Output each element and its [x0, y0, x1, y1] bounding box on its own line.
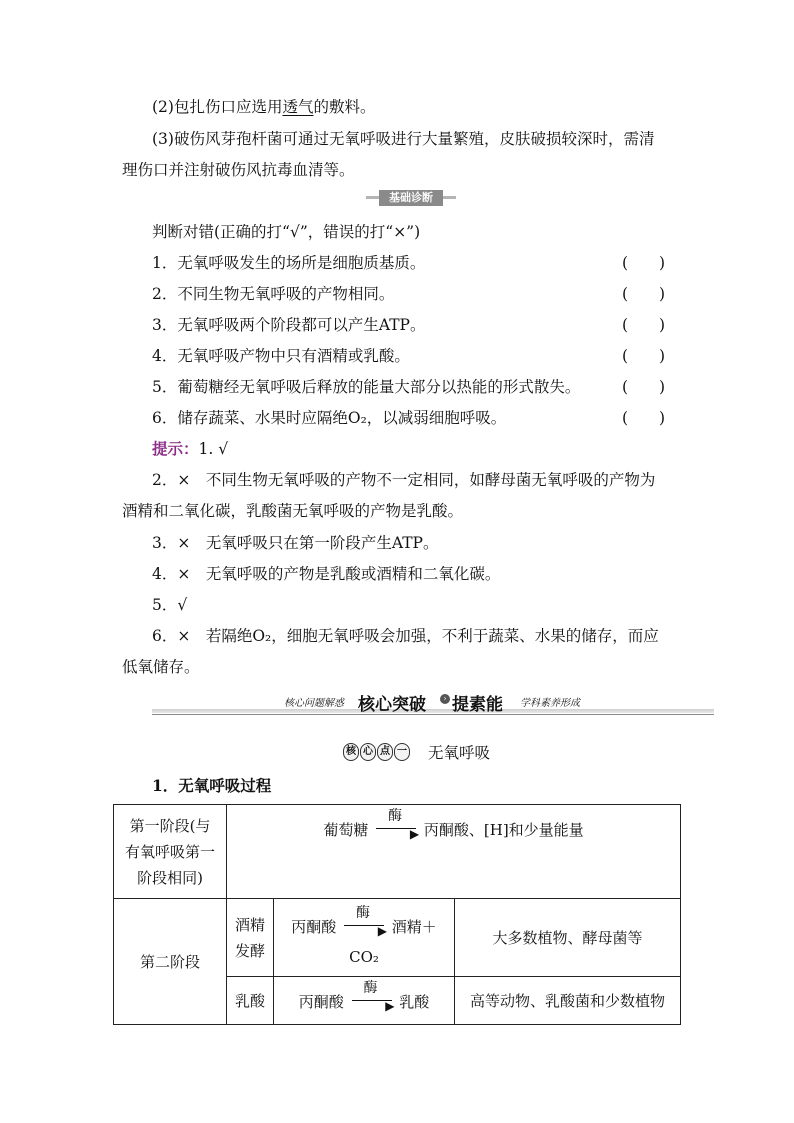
enzyme-label: 酶 — [388, 808, 403, 824]
tip-label: 提示： — [152, 439, 199, 458]
enzyme-label: 酶 — [356, 904, 370, 921]
section-banner-basic — [366, 190, 456, 206]
question-5: 5．葡萄糖经无氧呼吸后释放的能量大部分以热能的形式散失。 — [152, 378, 581, 396]
text-line-3: 理伤口并注射破伤风抗毒血清等。 — [122, 161, 355, 179]
lactic-label: 乳酸 — [227, 977, 274, 1025]
answer-6: 6．× 若隔绝O₂，细胞无氧呼吸会加强，不利于蔬菜、水果的储存，而应 — [152, 627, 659, 645]
alcohol-reaction — [274, 899, 455, 977]
underlined-text: 透气 — [282, 98, 314, 116]
reactant: 丙酮酸 — [298, 992, 344, 1011]
text-line-1 — [152, 97, 376, 117]
lactic-organisms: 高等动物、乳酸菌和少数植物 — [455, 977, 681, 1025]
enzyme-arrow: 酶 ▶ — [352, 987, 392, 1007]
question-3: 3．无氧呼吸两个阶段都可以产生ATP。 — [152, 316, 426, 334]
alcohol-label-line: 酒精 — [234, 915, 265, 934]
chevron-right-icon: › — [440, 694, 450, 704]
badge-char: 心 — [360, 743, 376, 761]
badge-char: 一 — [394, 743, 410, 761]
question-6: 6．储存蔬菜、水果时应隔绝O₂，以减弱细胞呼吸。 — [152, 409, 507, 427]
banner-rule — [152, 709, 714, 713]
tip-first-answer: 1. √ — [198, 440, 229, 458]
answer-blank-1: ( ) — [622, 254, 666, 272]
reactant: 丙酮酸 — [291, 917, 337, 936]
product: 乳酸 — [399, 992, 430, 1011]
stage2-label: 第二阶段 — [114, 899, 227, 1025]
answer-blank-2: ( ) — [622, 285, 666, 303]
product: 酒精＋ — [391, 917, 437, 936]
anaerobic-process-table — [113, 804, 681, 1025]
question-2: 2．不同生物无氧呼吸的产物相同。 — [152, 285, 395, 303]
answer-4: 4．× 无氧呼吸的产物是乳酸或酒精和二氧化碳。 — [152, 565, 501, 583]
stage1-reaction — [227, 805, 681, 899]
enzyme-arrow: 酶 ▶ — [344, 912, 384, 932]
banner-right-text: 学科素养形成 — [520, 698, 580, 709]
stage1-label-line: 阶段相同) — [137, 868, 203, 887]
text-seg: (2)包扎伤口应选用 — [152, 98, 283, 116]
banner-rule-line — [152, 714, 714, 715]
question-4: 4．无氧呼吸产物中只有酒精或乳酸。 — [152, 347, 410, 365]
question-1: 1．无氧呼吸发生的场所是细胞质基质。 — [152, 254, 426, 272]
product-co2: CO₂ — [349, 947, 379, 966]
badge-char: 核 — [343, 743, 359, 761]
table-row-alcohol — [114, 899, 681, 977]
banner-main-text-2: 提素能 — [452, 695, 503, 715]
stage1-label — [114, 805, 227, 899]
banner-label: 基础诊断 — [379, 190, 443, 206]
stage1-label-line: 有氧呼吸第一 — [124, 842, 215, 861]
answer-6-cont: 低氧储存。 — [122, 658, 200, 676]
lactic-reaction — [274, 977, 455, 1025]
core-breakthrough-banner — [152, 690, 714, 722]
enzyme-arrow: 酶 ▶ — [376, 815, 416, 835]
alcohol-organisms: 大多数植物、酵母菌等 — [455, 899, 681, 977]
banner-main-text: 核心突破 — [358, 695, 426, 715]
answer-2-cont: 酒精和二氧化碳，乳酸菌无氧呼吸的产物是乳酸。 — [122, 502, 464, 520]
reactant: 葡萄糖 — [323, 821, 369, 839]
key-point-title: 无氧呼吸 — [428, 744, 491, 762]
tip-line — [152, 439, 228, 459]
answer-3: 3．× 无氧呼吸只在第一阶段产生ATP。 — [152, 534, 439, 552]
product: 丙酮酸、[H]和少量能量 — [423, 821, 584, 839]
answer-5: 5．√ — [152, 596, 188, 614]
key-point-badge — [343, 743, 410, 761]
banner-left-text: 核心问题解惑 — [284, 698, 344, 709]
section-title: 1．无氧呼吸过程 — [152, 776, 272, 795]
text-seg: 的敷料。 — [313, 98, 376, 116]
answer-blank-4: ( ) — [622, 347, 666, 365]
stage1-label-line: 第一阶段(与 — [129, 816, 211, 835]
answer-blank-3: ( ) — [622, 316, 666, 334]
enzyme-label: 酶 — [363, 979, 378, 996]
key-point-heading — [343, 741, 490, 763]
answer-2: 2．× 不同生物无氧呼吸的产物不一定相同，如酵母菌无氧呼吸的产物为 — [152, 471, 656, 489]
alcohol-label — [227, 899, 274, 977]
answer-blank-6: ( ) — [622, 409, 666, 427]
text-line-2: (3)破伤风芽孢杆菌可通过无氧呼吸进行大量繁殖，皮肤破损较深时，需清 — [152, 130, 655, 148]
table-row-stage1 — [114, 805, 681, 899]
judge-intro: 判断对错(正确的打“√”，错误的打“×”) — [152, 223, 421, 241]
badge-char: 点 — [377, 743, 393, 761]
answer-blank-5: ( ) — [622, 378, 666, 396]
alcohol-label-line: 发酵 — [234, 941, 265, 960]
